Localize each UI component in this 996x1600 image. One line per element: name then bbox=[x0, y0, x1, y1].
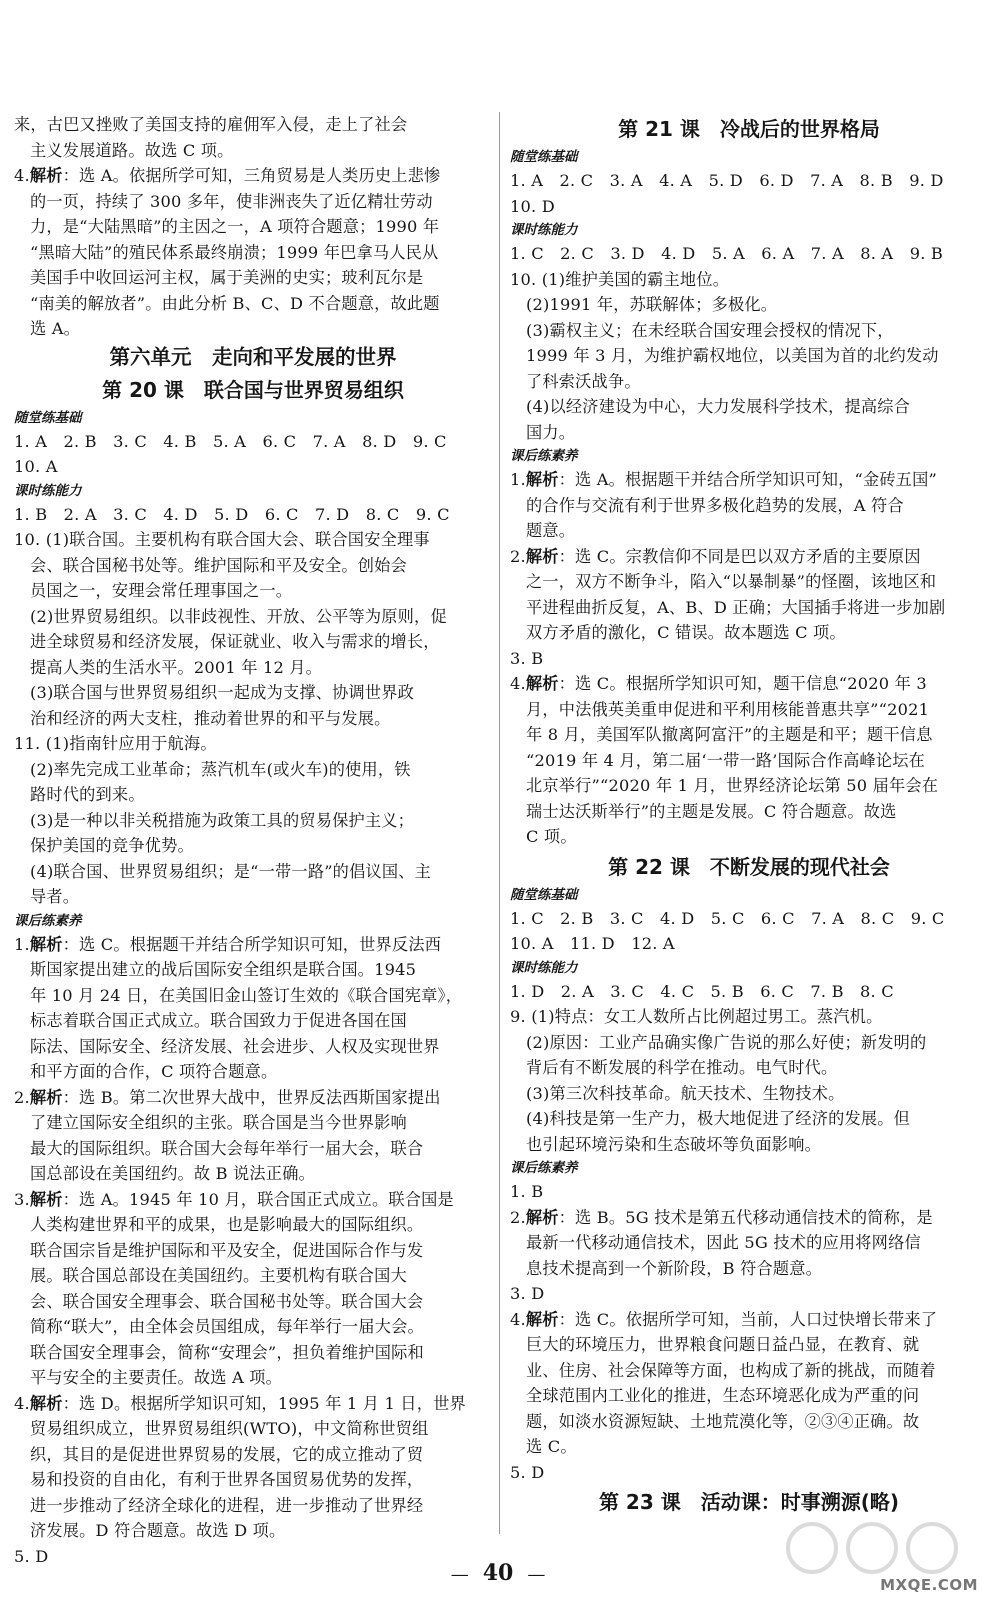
answer-item bbox=[14, 1085, 492, 1111]
text-line: 10. A 11. D 12. A bbox=[510, 934, 675, 953]
text-line: 最大的国际组织。联合国大会每年举行一届大会，联合 bbox=[30, 1138, 424, 1158]
text-line: 保护美国的竞争优势。 bbox=[30, 836, 194, 855]
text-line: 治和经济的两大支柱，推动着世界的和平与发展。 bbox=[30, 708, 391, 728]
text-line: (2)率先完成工业革命；蒸汽机车(或火车)的使用，铁 bbox=[30, 759, 411, 779]
footer-dash-right: — bbox=[527, 1564, 546, 1585]
answer-item bbox=[14, 163, 492, 189]
text-line: C 项。 bbox=[526, 827, 577, 846]
answer-item bbox=[14, 1187, 492, 1213]
answer-text: ：选 A。1945 年 10 月，联合国正式成立。联合国是 bbox=[62, 1189, 454, 1209]
text-line: 息技术提高到一个新阶段，B 符合题意。 bbox=[526, 1258, 823, 1278]
text-line: (3)是一种以非关税措施为政策工具的贸易保护主义； bbox=[30, 810, 415, 830]
answer-text: ：选 C。依据所学可知，当前，人口过快增长带来了 bbox=[558, 1309, 938, 1329]
text-line: 巨大的环境压力，世界粮食问题日益凸显，在教育、就 bbox=[526, 1335, 920, 1354]
item-number: 1. bbox=[14, 934, 30, 954]
text-line: 年 10 月 24 日，在美国旧金山签订生效的《联合国宪章》， bbox=[30, 985, 463, 1005]
item-number: 2. bbox=[14, 1087, 30, 1107]
text-line: 和平方面的合作，C 项符合题意。 bbox=[30, 1062, 278, 1081]
text-line: 力，是“大陆黑暗”的主因之一，A 项符合题意；1990 年 bbox=[30, 217, 440, 236]
text-line: 贸易组织成立，世界贸易组织(WTO)，中文简称世贸组 bbox=[30, 1419, 429, 1438]
text-line: 的合作与交流有利于世界多极化趋势的发展，A 符合 bbox=[526, 495, 904, 515]
watermark-text: MXQE.COM bbox=[880, 1576, 978, 1594]
analysis-tag: 解析 bbox=[29, 1393, 63, 1413]
text-line: “2019 年 4 月，第二届‘一带一路’国际合作高峰论坛在 bbox=[526, 750, 926, 770]
column-divider bbox=[499, 112, 500, 1534]
section-label: 随堂练基础 bbox=[14, 409, 82, 426]
text-line: 路时代的到来。 bbox=[30, 785, 145, 804]
section-label: 课时练能力 bbox=[510, 222, 578, 238]
text-line: 年 8 月，美国军队撤离阿富汗”的主题是和平；题干信息 bbox=[526, 725, 933, 744]
text-line: 11. (1)指南针应用于航海。 bbox=[14, 734, 217, 753]
section-label: 随堂练基础 bbox=[510, 149, 578, 165]
text-line: 题，如淡水资源短缺、土地荒漠化等，②③④正确。故 bbox=[526, 1411, 920, 1431]
text-line: 主义发展道路。故选 C 项。 bbox=[30, 140, 234, 160]
text-line: 的一页，持续了 300 多年，使非洲丧失了近亿精壮劳动 bbox=[30, 191, 433, 211]
watermark-circle-icon bbox=[846, 1522, 898, 1574]
answer-text: ：选 A。依据所学可知，三角贸易是人类历史上悲惨 bbox=[62, 166, 441, 185]
item-number: 4. bbox=[14, 166, 30, 185]
text-line: 之一，双方不断争斗，陷入“以暴制暴”的怪圈，该地区和 bbox=[526, 572, 937, 591]
text-line: 瑞士达沃斯举行”的主题是发展。C 符合题意。故选 bbox=[526, 801, 897, 821]
text-line: 易和投资的自由化，有利于世界各国贸易优势的发挥， bbox=[30, 1470, 424, 1489]
text-line: “黑暗大陆”的殖民体系最终崩溃；1999 年巴拿马人民从 bbox=[30, 242, 439, 262]
text-line: 员国之一，安理会常任理事国之一。 bbox=[30, 581, 293, 600]
item-number: 2. bbox=[510, 1207, 526, 1227]
answer-text: ：选 C。根据所学知识可知，题干信息“2020 年 3 bbox=[558, 674, 927, 693]
text-line: (2)世界贸易组织。以非歧视性、开放、公平等为原则，促 bbox=[30, 606, 447, 626]
section-label: 课后练素养 bbox=[510, 1160, 578, 1176]
watermark-circle-icon bbox=[786, 1522, 838, 1574]
text-line: 1. B 2. A 3. C 4. D 5. D 6. C 7. D 8. C 9. C bbox=[14, 504, 450, 524]
answer-item bbox=[14, 1391, 492, 1417]
text-line: 人类构建世界和平的成果，也是影响最大的国际组织。 bbox=[30, 1215, 424, 1234]
analysis-tag: 解析 bbox=[29, 1189, 63, 1209]
text-line: 最新一代移动通信技术，因此 5G 技术的应用将网络信 bbox=[526, 1233, 921, 1252]
text-line: 际法、国际安全、经济发展、社会进步、人权及实现世界 bbox=[30, 1036, 440, 1056]
section-label: 课时练能力 bbox=[14, 482, 82, 499]
lesson-heading: 第 21 课 冷战后的世界格局 bbox=[618, 117, 880, 141]
answer-text: ：选 B。5G 技术是第五代移动通信技术的简称，是 bbox=[558, 1207, 933, 1227]
text-line: 3. B bbox=[510, 648, 544, 668]
text-line: 简称“联大”，由全体会员国组成，每年举行一届大会。 bbox=[30, 1317, 424, 1336]
answer-item bbox=[510, 544, 988, 570]
text-line: 平与安全的主要责任。故选 A 项。 bbox=[30, 1368, 283, 1387]
text-line: 选 C。 bbox=[526, 1437, 577, 1456]
answer-item bbox=[510, 467, 988, 493]
text-line: 10. A bbox=[14, 457, 58, 476]
analysis-tag: 解析 bbox=[29, 1087, 63, 1107]
text-line: 选 A。 bbox=[30, 319, 81, 338]
text-line: 10. D bbox=[510, 196, 555, 216]
text-line: “南美的解放者”。由此分析 B、C、D 不合题意，故此题 bbox=[30, 293, 440, 313]
text-line: (2)原因：工业产品确实像广告说的那么好使；新发明的 bbox=[526, 1032, 927, 1052]
text-line: 10. (1)维护美国的霸主地位。 bbox=[510, 269, 730, 289]
lesson-heading: 第 22 课 不断发展的现代社会 bbox=[608, 854, 890, 879]
text-line: 斯国家提出建立的战后国际安全组织是联合国。1945 bbox=[30, 960, 417, 979]
answer-text: ：选 B。第二次世界大战中，世界反法西斯国家提出 bbox=[62, 1087, 441, 1107]
item-number: 4. bbox=[510, 1309, 526, 1329]
text-line: 3. D bbox=[510, 1284, 545, 1303]
text-line: 联合国安全理事会，简称“安理会”，担负着维护国际和 bbox=[30, 1342, 424, 1362]
answer-text: ：选 C。宗教信仰不同是巴以双方矛盾的主要原因 bbox=[558, 546, 921, 566]
text-line: 双方矛盾的激化，C 错误。故本题选 C 项。 bbox=[526, 623, 846, 642]
text-line: 1. D 2. A 3. C 4. C 5. B 6. C 7. B 8. C bbox=[510, 981, 894, 1001]
left-column bbox=[14, 112, 492, 1569]
text-line: 来，古巴又挫败了美国支持的雇佣军入侵，走上了社会 bbox=[14, 115, 408, 134]
text-line: 月，中法俄英美重申促进和平利用核能普惠共享”“2021 bbox=[526, 699, 930, 719]
text-line: (4)联合国、世界贸易组织；是“一带一路”的倡议国、主 bbox=[30, 861, 432, 881]
text-line: 标志着联合国正式成立。联合国致力于促进各国在国 bbox=[30, 1011, 407, 1030]
text-line: 了科索沃战争。 bbox=[526, 371, 641, 391]
text-line: 背后有不断发展的科学在推动。电气时代。 bbox=[526, 1058, 838, 1077]
text-line: 5. D bbox=[510, 1462, 545, 1482]
text-line: 会、联合国秘书处等。维护国际和平及安全。创始会 bbox=[30, 555, 407, 575]
text-line: (4)以经济建设为中心，大力发展科学技术，提高综合 bbox=[526, 397, 911, 416]
text-line: 进全球贸易和经济发展，保证就业、收入与需求的增长， bbox=[30, 632, 440, 651]
text-line: 济发展。D 符合题意。故选 D 项。 bbox=[30, 1521, 286, 1540]
analysis-tag: 解析 bbox=[525, 1309, 559, 1329]
text-line: 全球范围内工业化的推进，生态环境恶化成为严重的问 bbox=[526, 1386, 920, 1405]
text-line: 10. (1)联合国。主要机构有联合国大会、联合国安全理事 bbox=[14, 530, 430, 549]
text-line: 1999 年 3 月，为维护霸权地位，以美国为首的北约发动 bbox=[526, 346, 939, 365]
text-line: 5. D bbox=[14, 1546, 49, 1566]
text-line: (3)联合国与世界贸易组织一起成为支撑、协调世界政 bbox=[30, 683, 415, 702]
item-number: 4. bbox=[14, 1393, 30, 1413]
answer-item bbox=[510, 1205, 988, 1231]
answer-text: ：选 D。根据所学知识可知，1995 年 1 月 1 日，世界 bbox=[62, 1393, 466, 1413]
item-number: 2. bbox=[510, 546, 526, 566]
text-line: 1. A 2. C 3. A 4. A 5. D 6. D 7. A 8. B 9. D bbox=[510, 171, 944, 190]
text-line: 1. A 2. B 3. C 4. B 5. A 6. C 7. A 8. D 9. C bbox=[14, 431, 447, 451]
answer-item bbox=[510, 671, 988, 697]
text-line: 北京举行”“2020 年 1 月，世界经济论坛第 50 届年会在 bbox=[526, 776, 939, 795]
page-number: 40 bbox=[482, 1560, 514, 1586]
text-line: 题意。 bbox=[526, 521, 576, 540]
text-line: 提高人类的生活水平。2001 年 12 月。 bbox=[30, 657, 323, 677]
text-line: (3)霸权主义；在未经联合国安理会授权的情况下， bbox=[526, 320, 894, 340]
answer-text: ：选 C。根据题干并结合所学知识可知，世界反法西 bbox=[62, 934, 442, 954]
analysis-tag: 解析 bbox=[525, 470, 559, 489]
text-line: (3)第三次科技革命。航天技术、生物技术。 bbox=[526, 1083, 845, 1103]
text-line: 导者。 bbox=[30, 887, 80, 906]
section-label: 随堂练基础 bbox=[510, 886, 578, 903]
item-number: 3. bbox=[14, 1189, 30, 1209]
text-line: 会、联合国安全理事会、联合国秘书处等。联合国大会 bbox=[30, 1291, 424, 1311]
analysis-tag: 解析 bbox=[29, 934, 63, 954]
answer-item bbox=[14, 932, 492, 958]
right-column bbox=[510, 112, 988, 1519]
analysis-tag: 解析 bbox=[29, 166, 63, 185]
text-line: 1. B bbox=[510, 1182, 544, 1201]
lesson-heading: 第 20 课 联合国与世界贸易组织 bbox=[102, 377, 404, 402]
analysis-tag: 解析 bbox=[525, 674, 559, 693]
text-line: 美国手中收回运河主权，属于美洲的史实；玻利瓦尔是 bbox=[30, 268, 424, 287]
watermark-circle-icon bbox=[906, 1522, 958, 1574]
item-number: 4. bbox=[510, 674, 526, 693]
text-line: 1. C 2. B 3. C 4. D 5. C 6. C 7. A 8. C 9. C bbox=[510, 908, 945, 928]
analysis-tag: 解析 bbox=[525, 546, 559, 566]
text-line: (4)科技是第一生产力，极大地促进了经济的发展。但 bbox=[526, 1109, 911, 1128]
section-label: 课时练能力 bbox=[510, 959, 578, 976]
text-line: 了建立国际安全组织的主张。联合国是当今世界影响 bbox=[30, 1113, 407, 1132]
text-line: 业、住房、社会保障等方面，也构成了新的挑战，而随着 bbox=[526, 1360, 936, 1380]
lesson-heading: 第 23 课 活动课：时事溯源(略) bbox=[598, 1490, 900, 1514]
text-line: 织，其目的是促进世界贸易的发展，它的成立推动了贸 bbox=[30, 1444, 424, 1464]
item-number: 1. bbox=[510, 470, 526, 489]
text-line: 国总部设在美国纽约。故 B 说法正确。 bbox=[30, 1164, 315, 1183]
text-line: 联合国宗旨是维护国际和平及安全，促进国际合作与发 bbox=[30, 1240, 424, 1260]
section-label: 课后练素养 bbox=[510, 448, 578, 464]
text-line: 进一步推动了经济全球化的进程，进一步推动了世界经 bbox=[30, 1495, 424, 1515]
text-line: 9. (1)特点：女工人数所占比例超过男工。蒸汽机。 bbox=[510, 1007, 883, 1026]
text-line: 国力。 bbox=[526, 422, 576, 442]
answer-item bbox=[510, 1307, 988, 1333]
text-line: 展。联合国总部设在美国纽约。主要机构有联合国大 bbox=[30, 1266, 407, 1285]
text-line: 平进程曲折反复，A、B、D 正确；大国插手将进一步加剧 bbox=[526, 597, 946, 617]
answer-text: ：选 A。根据题干并结合所学知识可知，“金砖五国” bbox=[558, 470, 937, 489]
text-line: (2)1991 年，苏联解体；多极化。 bbox=[526, 295, 778, 314]
text-line: 1. C 2. C 3. D 4. D 5. A 6. A 7. A 8. A 9. B bbox=[510, 244, 943, 263]
section-label: 课后练素养 bbox=[14, 912, 82, 929]
analysis-tag: 解析 bbox=[525, 1207, 559, 1227]
footer-dash-left: — bbox=[450, 1564, 469, 1585]
text-line: 也引起环境污染和生态破坏等负面影响。 bbox=[526, 1134, 821, 1154]
unit-heading: 第六单元 走向和平发展的世界 bbox=[109, 344, 397, 369]
